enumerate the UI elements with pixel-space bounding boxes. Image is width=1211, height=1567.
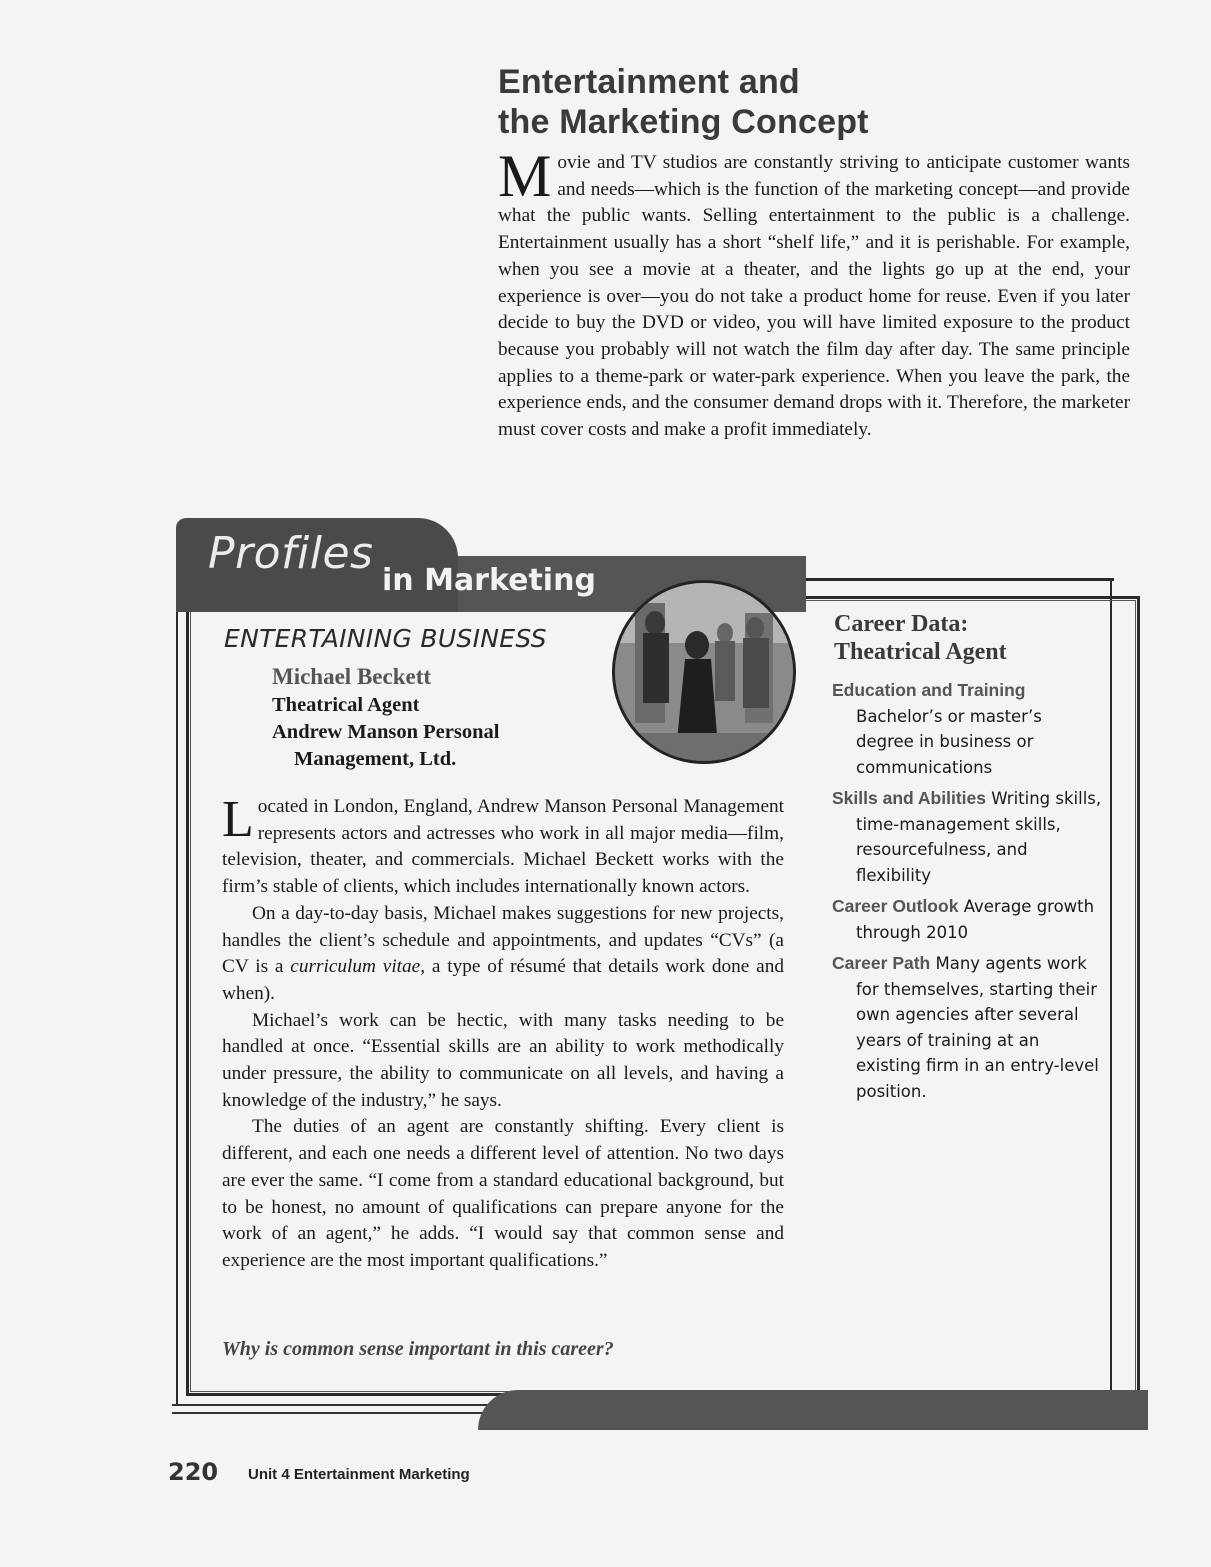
career-item-text: Writing skills, time-management skills, resourcefulness, and flexibility bbox=[856, 789, 1102, 885]
banner-in-marketing: in Marketing bbox=[382, 563, 596, 598]
career-item-label: Career Path bbox=[832, 953, 931, 973]
profile-frame-top-rule bbox=[806, 578, 1114, 581]
profile-heading: ENTERTAINING BUSINESS bbox=[224, 624, 547, 653]
career-item-outlook bbox=[832, 894, 1102, 945]
section-title-line-1: Entertainment and bbox=[498, 63, 800, 101]
career-item-label: Skills and Abilities bbox=[832, 788, 986, 808]
page-number: 220 bbox=[168, 1458, 219, 1486]
career-item-path bbox=[832, 951, 1102, 1104]
article-paragraph-1-text: ocated in London, England, Andrew Manson Personal Management represents actors and actresses who work in all major media—film, television, theater, and commercials. Michael Beckett works with the firm’s stable of clients, which includes internationally known actors. bbox=[222, 796, 784, 898]
article-dropcap: L bbox=[222, 791, 254, 848]
career-data-list bbox=[832, 678, 1102, 1110]
banner-profiles: Profiles bbox=[208, 528, 374, 579]
profile-question: Why is common sense important in this career? bbox=[222, 1338, 614, 1360]
career-item-text: Bachelor’s or master’s degree in business or communications bbox=[856, 706, 1042, 777]
profile-article bbox=[222, 791, 784, 1275]
profile-org-line-1: Andrew Manson Personal bbox=[272, 721, 500, 743]
article-paragraph-4: The duties of an agent are constantly shifting. Every client is different, and each one needs a different level of attention. No two days are ever the same. “I come from a standard educational background, but to be honest, no amount of qualifications can prepare anyone for the work of an agent,” he adds. “I would say that common sense and experience are the most important qualifications.” bbox=[222, 1116, 784, 1271]
profile-org-line-2: Management, Ltd. bbox=[294, 748, 457, 770]
article-paragraph-2-emphasis: curriculum vitae, bbox=[290, 956, 426, 978]
intro-text: ovie and TV studios are constantly striving to anticipate customer wants and needs—which is the function of the marketing concept—and provide what the public wants. Selling entertainment to the public is a challenge. Entertainment usually has a short “shelf life,” and it is perishable. For example, when you see a movie at a theater, and the lights go up at the end, your experience is over—you do not take a product home for reuse. Even if you later decide to buy the DVD or video, you will have limited exposure to the product because you probably will not watch the film day after day. The same principle applies to a theme-park or water-park experience. When you leave the park, the experience ends, and the consumer demand drops with it. Therefore, the marketer must cover costs and make a profit immediately. bbox=[498, 152, 1130, 441]
section-title bbox=[498, 62, 1138, 142]
career-data-title-line-1: Career Data: bbox=[834, 611, 969, 637]
career-item-skills bbox=[832, 786, 1102, 888]
career-item-text: Many agents work for themselves, starting their own agencies after several years of training at an existing firm in an entry-level position. bbox=[856, 954, 1099, 1101]
bottom-banner-bar bbox=[478, 1390, 1148, 1430]
article-paragraph-2 bbox=[222, 901, 784, 1008]
career-data-title-line-2: Theatrical Agent bbox=[834, 639, 1007, 665]
career-data-title bbox=[834, 610, 1007, 666]
profile-name: Michael Beckett bbox=[272, 664, 432, 689]
article-paragraph-3: Michael’s work can be hectic, with many tasks needing to be handled at once. “Essential skills are an ability to work methodically under pressure, the ability to communicate on all levels, and having a knowledge of the industry,” he says. bbox=[222, 1009, 784, 1111]
profile-photo bbox=[612, 580, 796, 764]
bottom-double-rule bbox=[172, 1404, 492, 1414]
career-item-label: Career Outlook bbox=[832, 896, 959, 916]
career-item-label: Education and Training bbox=[832, 680, 1026, 700]
career-item-text: Average growth through 2010 bbox=[856, 897, 1095, 942]
article-paragraph-2-text-a: On a day-to-day basis, Michael makes suggestions for new projects, handles the client’s schedule and appointments, and updates “CVs” (a CV is a bbox=[222, 902, 784, 978]
profile-role: Theatrical Agent bbox=[272, 694, 420, 716]
section-title-line-2: the Marketing Concept bbox=[498, 103, 869, 141]
intro-paragraph bbox=[498, 143, 1130, 444]
running-footer: Unit 4 Entertainment Marketing bbox=[248, 1466, 470, 1483]
article-paragraph-2-text-b: a type of résumé that details work done and when). bbox=[222, 956, 784, 1004]
photo-scene-image bbox=[615, 583, 793, 761]
career-item-education bbox=[832, 678, 1102, 780]
article-paragraph-1 bbox=[222, 791, 784, 901]
intro-dropcap: M bbox=[498, 143, 552, 209]
